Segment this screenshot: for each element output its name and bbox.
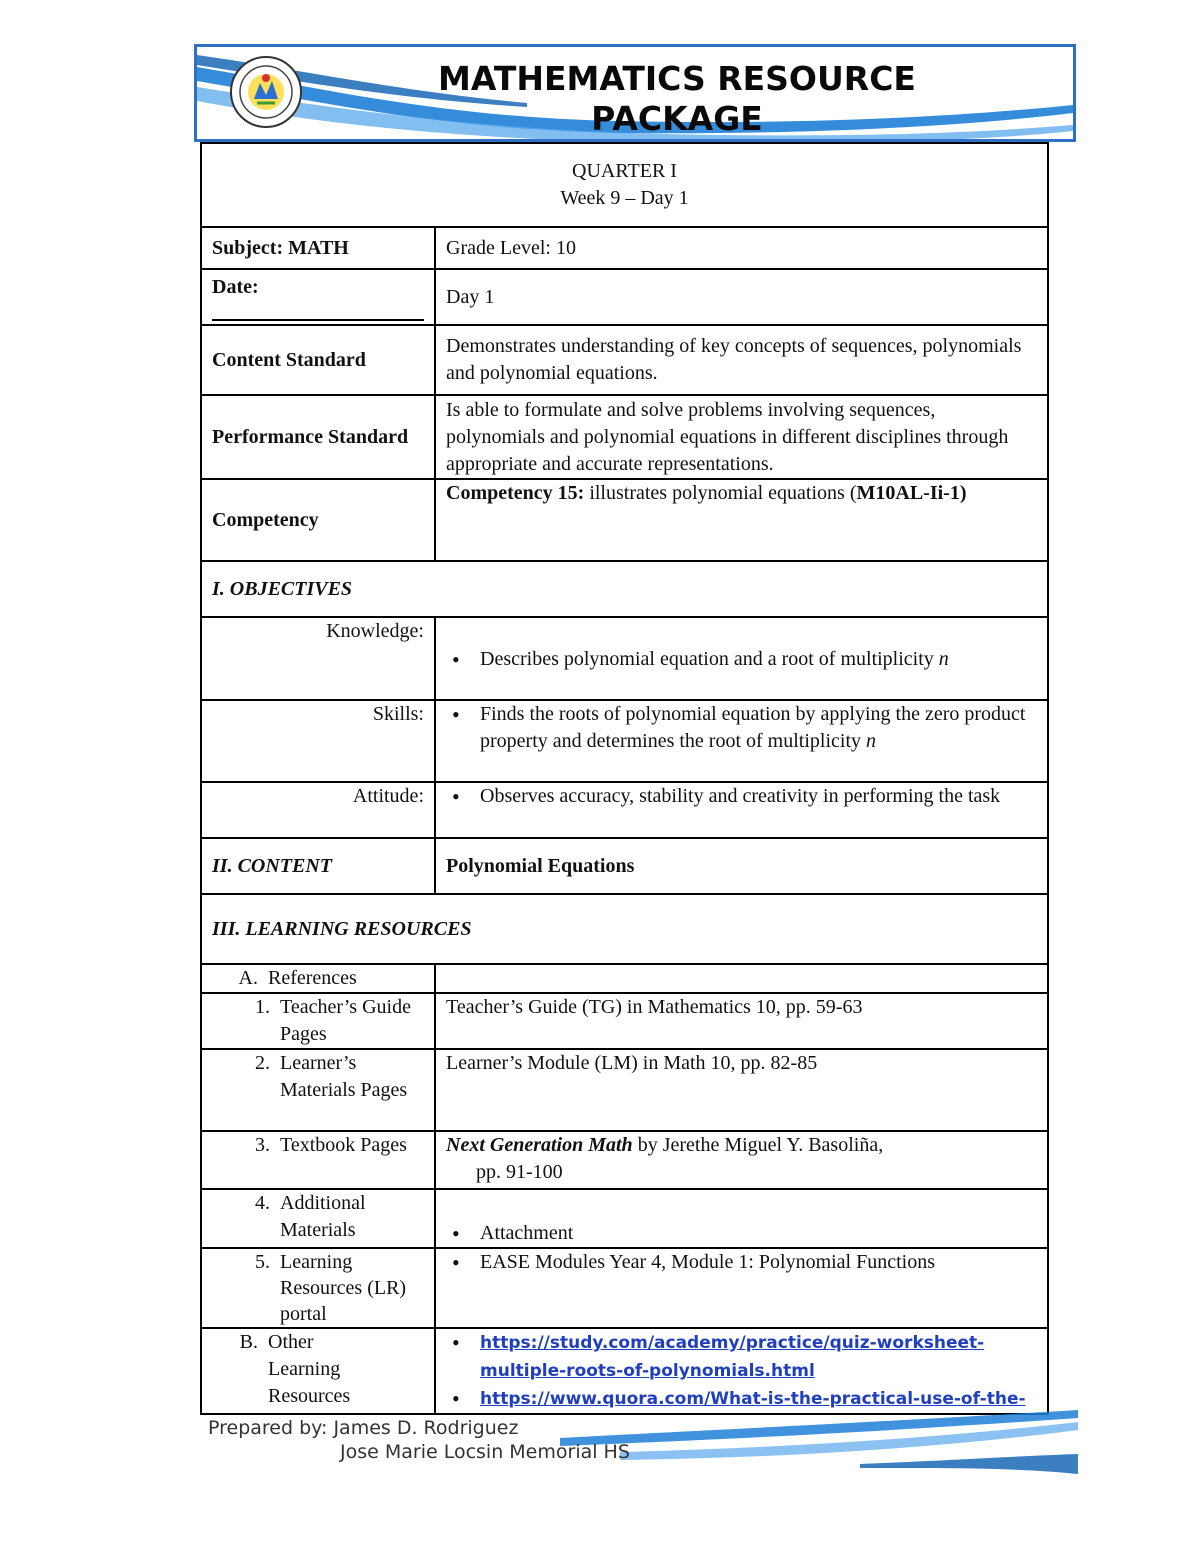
resource-text: Learner’s Module (LM) in Math 10, pp. 82-85 (435, 1049, 1048, 1131)
performance-standard-row (201, 395, 1048, 479)
title-line-1: MATHEMATICS RESOURCE (438, 59, 916, 98)
knowledge-bullet (446, 646, 1037, 673)
attitude-cell (435, 782, 1048, 838)
textbook-author: by Jerethe Miguel Y. Basoliña, (632, 1134, 884, 1156)
other-resources-label-cell (201, 1328, 435, 1414)
content-standard-row (201, 325, 1048, 395)
objectives-heading: I. OBJECTIVES (201, 561, 1048, 617)
school-name: Jose Marie Locsin Memorial HS (340, 1441, 630, 1463)
objectives-heading-row (201, 561, 1048, 617)
resource-label-cell (201, 1248, 435, 1328)
link-bullet (446, 1329, 1037, 1385)
quarter-title: QUARTER I (572, 160, 677, 182)
skills-cell (435, 700, 1048, 782)
grade-level: Grade Level: 10 (435, 227, 1048, 269)
content-standard-text: Demonstrates understanding of key concepts of sequences, polynomials and polynomial equations. (435, 325, 1048, 395)
attitude-label: Attitude: (201, 782, 435, 838)
multiplicity-n: n (938, 648, 949, 670)
additional-materials-cell (435, 1189, 1048, 1248)
resources-heading-row (201, 894, 1048, 964)
resource-row (201, 1189, 1048, 1248)
resource-number: 5. (255, 1251, 270, 1273)
week-day: Week 9 – Day 1 (560, 187, 689, 209)
resources-heading: III. LEARNING RESOURCES (201, 894, 1048, 964)
lesson-plan-table (200, 142, 1049, 1415)
textbook-title: Next Generation Math (446, 1134, 633, 1156)
resource-number: 4. (255, 1192, 270, 1214)
competency-label: Competency (201, 479, 435, 561)
knowledge-cell (435, 617, 1048, 700)
references-row (201, 964, 1048, 993)
knowledge-row (201, 617, 1048, 700)
header-banner (194, 44, 1076, 142)
skills-row (201, 700, 1048, 782)
knowledge-label: Knowledge: (201, 617, 435, 700)
other-resources-label: Other Learning Resources (268, 1331, 351, 1407)
attitude-text: Observes accuracy, stability and creativity in performing the task (480, 785, 1001, 807)
links-cell (435, 1328, 1048, 1414)
other-resources-letter: B. (239, 1331, 258, 1353)
title-line-2: PACKAGE (591, 99, 763, 138)
resource-label: Teacher’s Guide Pages (280, 996, 411, 1045)
subject-row (201, 227, 1048, 269)
resource-row (201, 1131, 1048, 1189)
content-topic: Polynomial Equations (435, 838, 1048, 894)
competency-text: illustrates polynomial equations ( (584, 482, 857, 504)
resource-label: Textbook Pages (280, 1134, 407, 1156)
date-cell (201, 269, 435, 325)
subject-label: Subject: MATH (201, 227, 435, 269)
resource-label: Additional Materials (280, 1192, 366, 1241)
competency-cell (435, 479, 1048, 561)
resource-label-cell (201, 1049, 435, 1131)
performance-standard-text: Is able to formulate and solve problems involving sequences, polynomials and polynomial equations in different disciplines through appropriate and accurate representations. (435, 395, 1048, 479)
resource-number: 1. (255, 996, 270, 1018)
textbook-pages: pp. 91-100 (476, 1161, 563, 1183)
resource-text: Teacher’s Guide (TG) in Mathematics 10, pp. 59-63 (435, 993, 1048, 1049)
resource-label-cell (201, 1131, 435, 1189)
references-letter: A. (238, 967, 258, 989)
multiplicity-n: n (866, 730, 877, 752)
references-empty (435, 964, 1048, 993)
attachment-bullet: • Attachment (446, 1220, 1037, 1247)
date-label: Date: (212, 276, 259, 298)
skills-text: Finds the roots of polynomial equation by applying the zero product property and determines the root of multiplicity (480, 703, 1026, 752)
resource-label: Learning Resources (LR) portal (280, 1251, 407, 1325)
attitude-bullet (446, 783, 1037, 810)
footer (208, 1416, 630, 1464)
textbook-cell (435, 1131, 1048, 1189)
performance-standard-label: Performance Standard (201, 395, 435, 479)
study-com-link[interactable]: https://study.com/academy/practice/quiz-worksheet-multiple-roots-of-polynomials.html (480, 1333, 985, 1381)
resource-label-cell (201, 1189, 435, 1248)
resource-row (201, 1248, 1048, 1328)
resource-label: Learner’s Materials Pages (280, 1052, 408, 1101)
competency-number: Competency 15: (446, 482, 585, 504)
skills-label: Skills: (201, 700, 435, 782)
date-row (201, 269, 1048, 325)
quarter-cell (201, 143, 1048, 227)
content-row (201, 838, 1048, 894)
content-standard-label: Content Standard (201, 325, 435, 395)
day-value: Day 1 (435, 269, 1048, 325)
resource-row (201, 1049, 1048, 1131)
prepared-by: Prepared by: James D. Rodriguez (208, 1417, 519, 1439)
resource-number: 3. (255, 1134, 270, 1156)
date-blank-line (212, 319, 424, 321)
footer-swoosh-decoration (560, 1408, 1078, 1478)
competency-code: M10AL-Ii-1) (856, 482, 967, 504)
quarter-row (201, 143, 1048, 227)
resource-row (201, 993, 1048, 1049)
deped-seal-logo (229, 55, 303, 129)
other-resources-row (201, 1328, 1048, 1414)
knowledge-text: Describes polynomial equation and a root of multiplicity (480, 648, 934, 670)
ease-modules-bullet: • EASE Modules Year 4, Module 1: Polynomial Functions (446, 1249, 1037, 1276)
attitude-row (201, 782, 1048, 838)
quora-link[interactable]: https://www.quora.com/What-is-the-practical-use-of-the- (480, 1389, 1026, 1409)
skills-bullet (446, 701, 1037, 755)
resource-label-cell (201, 993, 435, 1049)
competency-row (201, 479, 1048, 561)
content-heading: II. CONTENT (201, 838, 435, 894)
package-title (357, 59, 997, 139)
resource-number: 2. (255, 1052, 270, 1074)
references-cell (201, 964, 435, 993)
references-label: References (268, 967, 357, 989)
lr-portal-cell (435, 1248, 1048, 1328)
